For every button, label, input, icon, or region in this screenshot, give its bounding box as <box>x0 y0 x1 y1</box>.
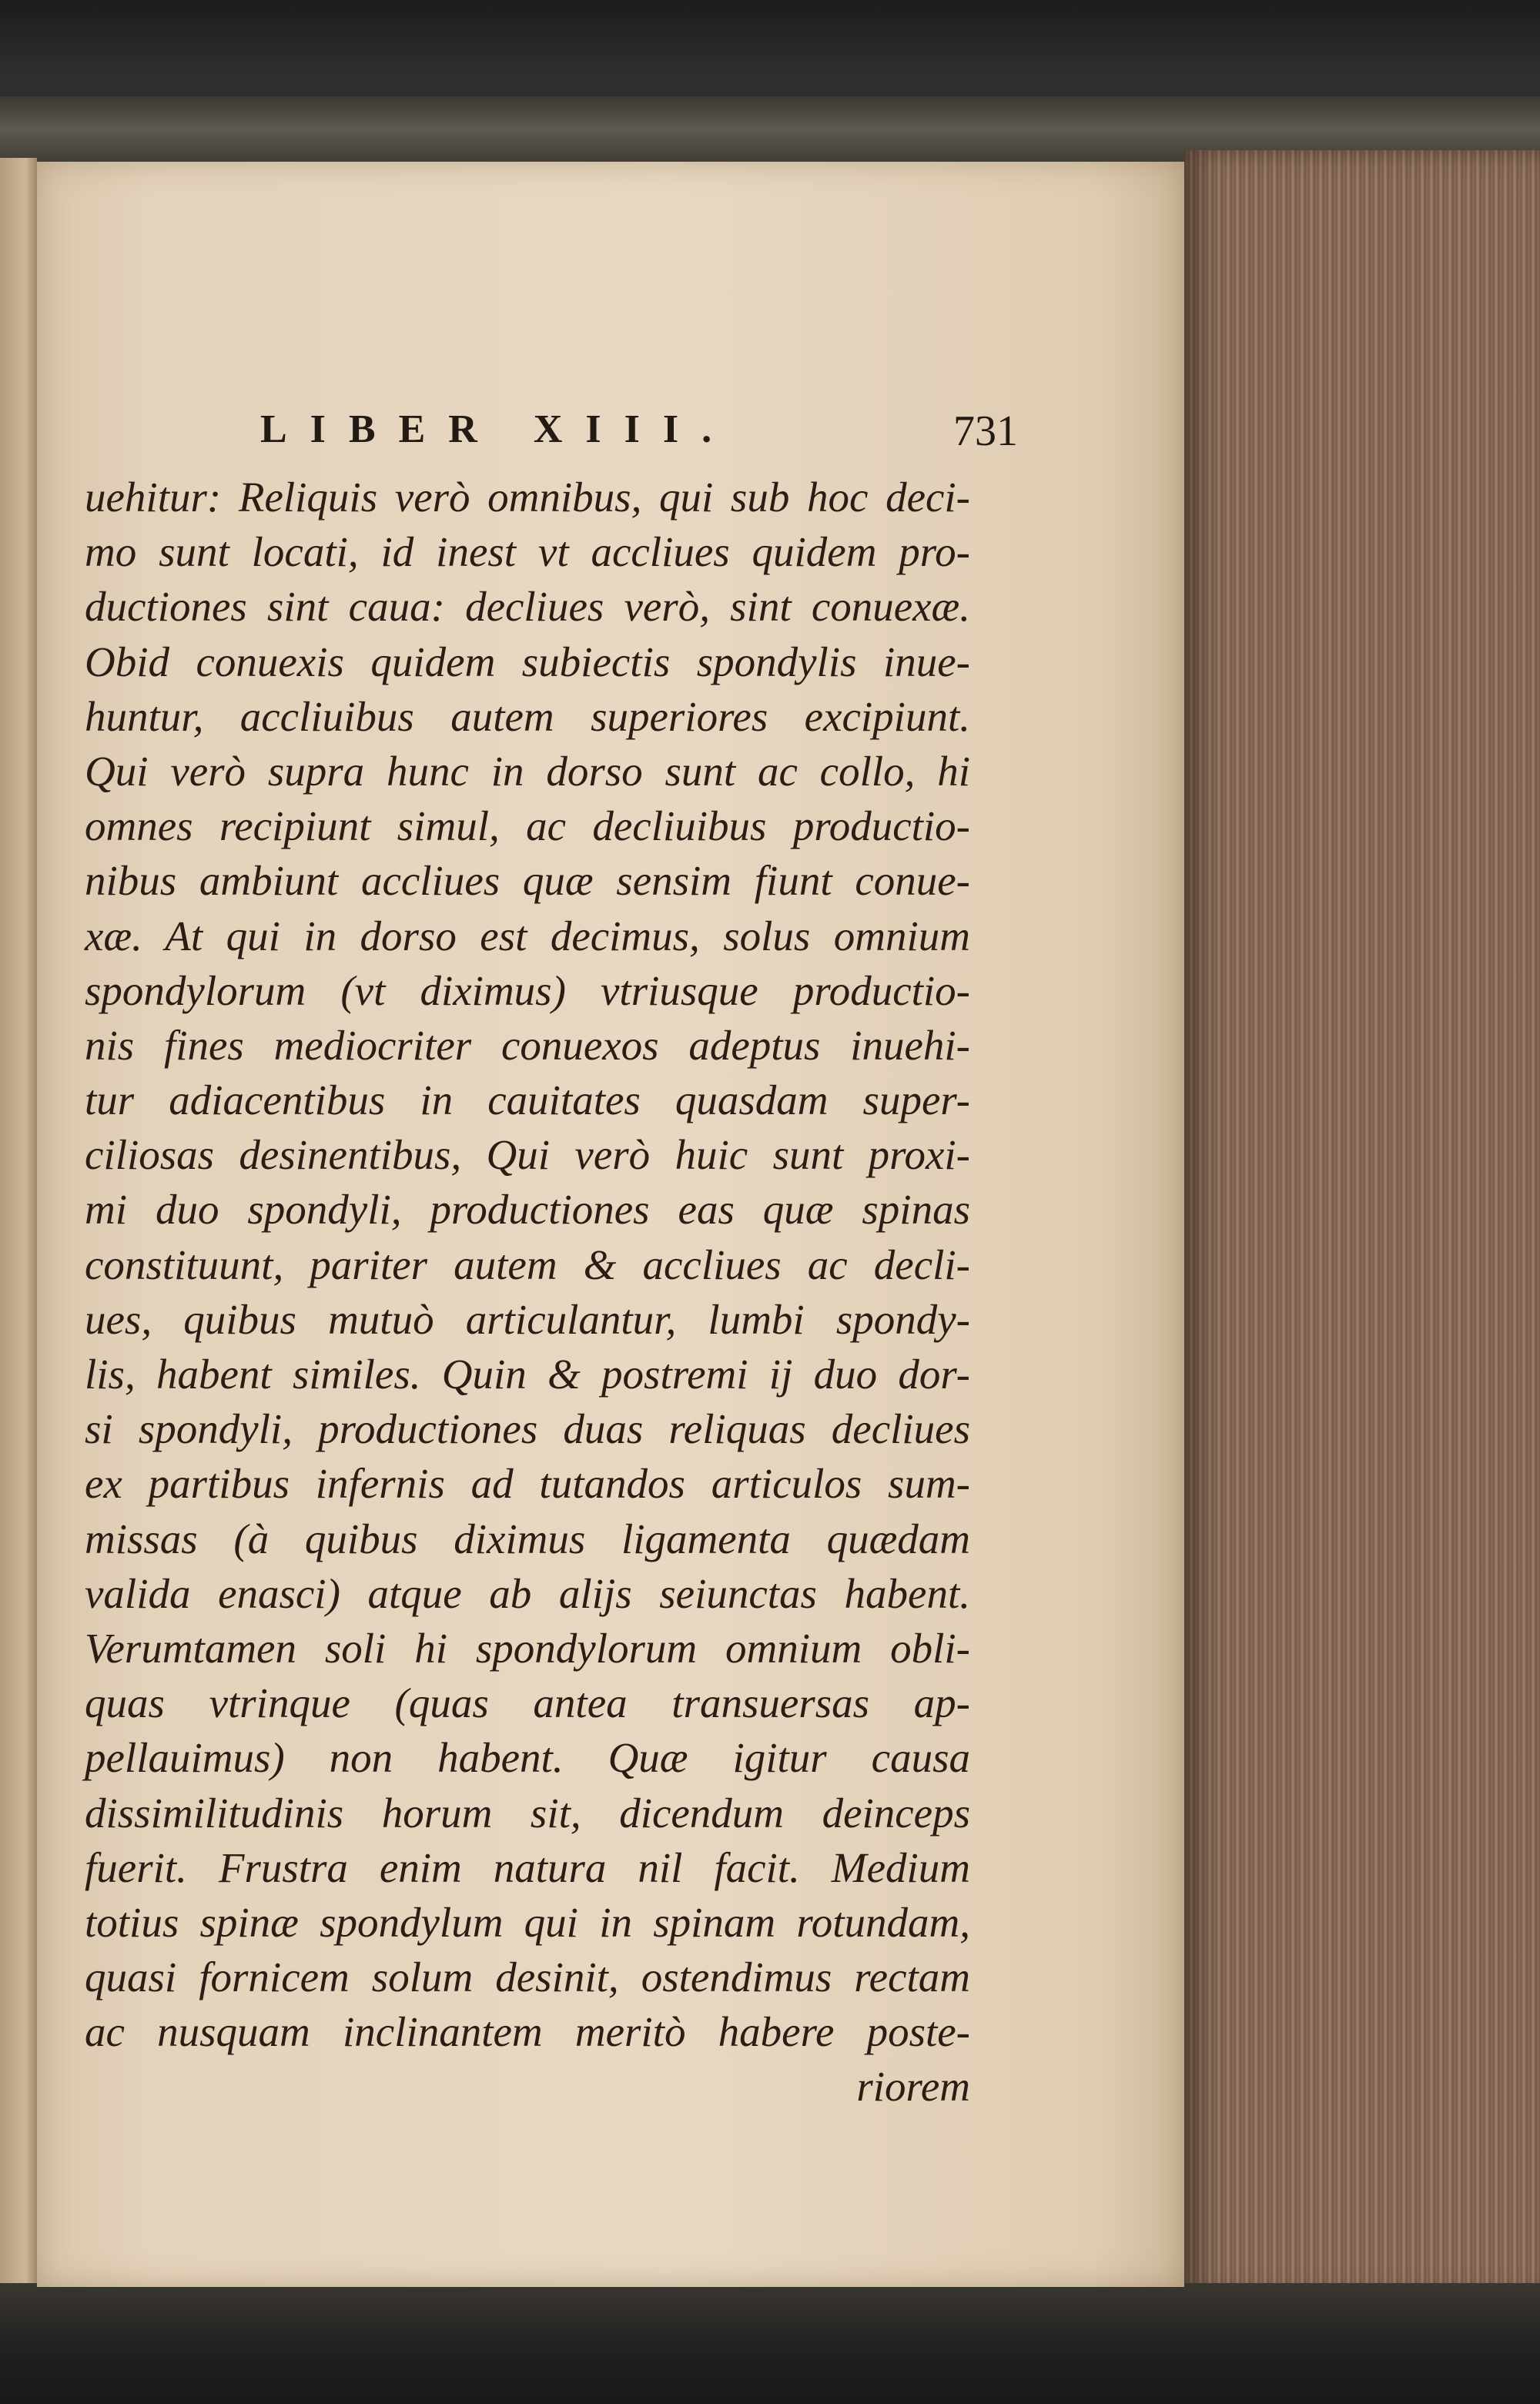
text-line: si spondyli, productiones duas reliquas decliues <box>85 1405 970 1453</box>
text-line: Obid conuexis quidem subiectis spondylis inue- <box>85 638 970 685</box>
text-line: Qui verò supra hunc in dorso sunt ac collo, hi <box>85 747 970 795</box>
running-title: LIBER XIII. <box>260 407 735 451</box>
text-line: valida enasci) atque ab alijs seiunctas habent. <box>85 1569 970 1617</box>
text-line: fuerit. Frustra enim natura nil facit. Medium <box>85 1843 970 1891</box>
text-line: constituunt, pariter autem & accliues ac decli- <box>85 1241 970 1288</box>
text-line: ues, quibus mutuò articulantur, lumbi spondy- <box>85 1295 970 1343</box>
text-line: ductiones sint caua: decliues verò, sint conuexæ. <box>85 583 970 631</box>
book-page <box>37 162 1184 2287</box>
text-line: nibus ambiunt accliues quæ sensim fiunt conue- <box>85 857 970 905</box>
text-line: huntur, accliuibus autem superiores excipiunt. <box>85 692 970 740</box>
text-line: omnes recipiunt simul, ac decliuibus productio- <box>85 802 970 850</box>
text-line: uehitur: Reliquis verò omnibus, qui sub hoc deci- <box>85 474 970 521</box>
catchword: riorem <box>856 2063 970 2111</box>
page-header <box>176 407 1023 460</box>
text-line: quasi fornicem solum desinit, ostendimus rectam <box>85 1954 970 2001</box>
text-line: xæ. At qui in dorso est decimus, solus omnium <box>85 912 970 959</box>
text-line: nis fines mediocriter conuexos adeptus inuehi- <box>85 1021 970 1069</box>
text-line: dissimilitudinis horum sit, dicendum deinceps <box>85 1789 970 1836</box>
left-page-edge <box>0 158 37 2283</box>
text-line: spondylorum (vt diximus) vtriusque productio- <box>85 966 970 1014</box>
text-line: missas (à quibus diximus ligamenta quædam <box>85 1515 970 1562</box>
text-line: mi duo spondyli, productiones eas quæ spinas <box>85 1186 970 1234</box>
text-line: pellauimus) non habent. Quæ igitur causa <box>85 1734 970 1782</box>
text-line: lis, habent similes. Quin & postremi ij duo dor- <box>85 1351 970 1398</box>
text-line: totius spinæ spondylum qui in spinam rotundam, <box>85 1898 970 1946</box>
text-line: quas vtrinque (quas antea transuersas ap- <box>85 1679 970 1727</box>
text-line: ac nusquam inclinantem meritò habere poste- <box>85 2008 970 2056</box>
page-stack-fore-edge <box>1184 150 1540 2295</box>
text-line: ex partibus infernis ad tutandos articulos sum- <box>85 1460 970 1508</box>
text-line: ciliosas desinentibus, Qui verò huic sunt proxi- <box>85 1131 970 1179</box>
body-text <box>85 470 970 2114</box>
text-line: Verumtamen soli hi spondylorum omnium obli- <box>85 1624 970 1672</box>
background-bottom <box>0 2283 1540 2404</box>
text-line: mo sunt locati, id inest vt accliues quidem pro- <box>85 528 970 576</box>
page-number: 731 <box>953 407 1018 455</box>
text-line: tur adiacentibus in cauitates quasdam super- <box>85 1076 970 1124</box>
